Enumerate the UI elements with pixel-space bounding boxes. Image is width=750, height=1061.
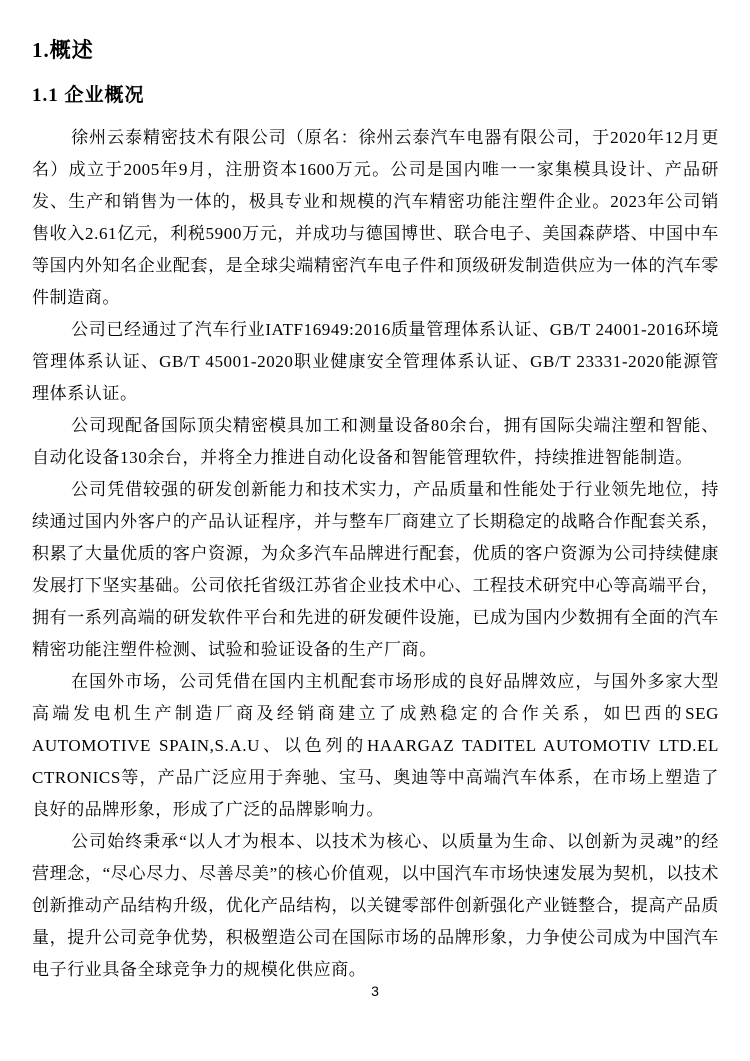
paragraph-certifications: 公司已经通过了汽车行业IATF16949:2016质量管理体系认证、GB/T 24001-2016环境管理体系认证、GB/T 45001-2020职业健康安全管理体系认证、GB/T 23331-2020能源管理体系认证。 [32,320,719,403]
page-number: 3 [371,983,379,999]
paragraph-rd-capability: 公司凭借较强的研发创新能力和技术实力，产品质量和性能处于行业领先地位，持续通过国内外客户的产品认证程序，并与整车厂商建立了长期稳定的战略合作配套关系，积累了大量优质的客户资源，为众多汽车品牌进行配套，优质的客户资源为公司持续健康发展打下坚实基础。公司依托省级江苏省企业技术中心、工程技术研究中心等高端平台，拥有一系列高端的研发软件平台和先进的研发硬件设施，已成为国内少数拥有全面的汽车精密功能注塑件检测、试验和验证设备的生产厂商。 [32,480,719,659]
paragraph-equipment: 公司现配备国际顶尖精密模具加工和测量设备80余台，拥有国际尖端注塑和智能、自动化设备130余台，并将全力推进自动化设备和智能管理软件，持续推进智能制造。 [32,416,719,467]
paragraph-company-intro: 徐州云泰精密技术有限公司（原名：徐州云泰汽车电器有限公司，于2020年12月更名）成立于2005年9月，注册资本1600万元。公司是国内唯一一家集模具设计、产品研发、生产和销售为一体的，极具专业和规模的汽车精密功能注塑件企业。2023年公司销售收入2.61亿元，利税5900万元，并成功与德国博世、联合电子、美国森萨塔、中国中车等国内外知名企业配套，是全球尖端精密汽车电子件和顶级研发制造供应为一体的汽车零件制造商。 [32,128,719,307]
paragraph-overseas-market: 在国外市场，公司凭借在国内主机配套市场形成的良好品牌效应，与国外多家大型高端发电机生产制造厂商及经销商建立了成熟稳定的合作关系，如巴西的SEG AUTOMOTIVE SPAIN,S.A.U、以色列的HAARGAZ TADITEL AUTOMOTIV LTD.EL CTRONICS等，产品广泛应用于奔驰、宝马、奥迪等中高端汽车体系，在市场上塑造了良好的品牌形象，形成了广泛的品牌影响力。 [32,672,719,819]
body-text [32,122,719,986]
section-heading: 1.概述 [32,38,94,62]
paragraph-business-philosophy: 公司始终秉承“以人才为根本、以技术为核心、以质量为生命、以创新为灵魂”的经营理念，“尽心尽力、尽善尽美”的核心价值观，以中国汽车市场快速发展为契机，以技术创新推动产品结构升级，优化产品结构，以关键零部件创新强化产业链整合，提高产品质量，提升公司竞争优势，积极塑造公司在国际市场的品牌形象，力争使公司成为中国汽车电子行业具备全球竞争力的规模化供应商。 [32,832,719,979]
subsection-heading: 1.1 企业概况 [32,85,145,106]
